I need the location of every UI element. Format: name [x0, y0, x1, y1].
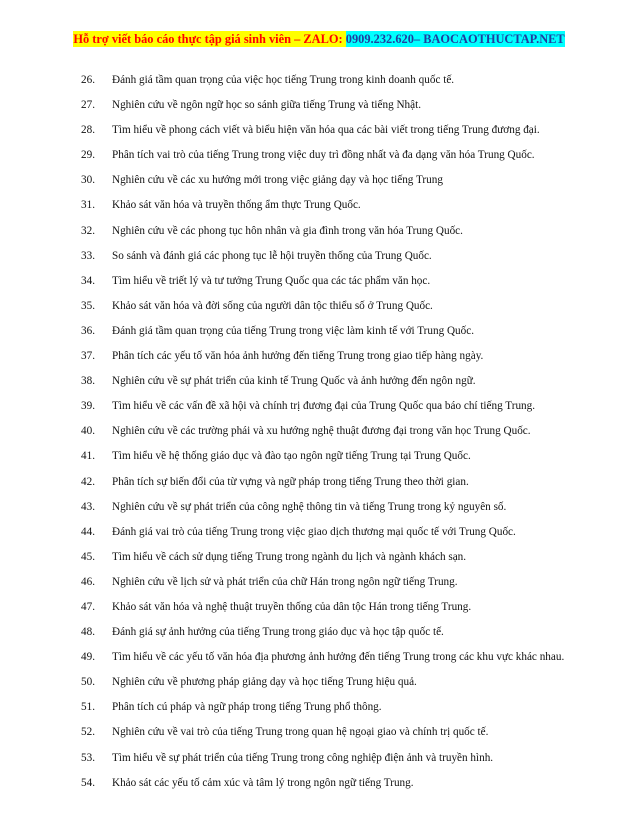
- item-number: 30.: [81, 174, 95, 187]
- item-text: So sánh và đánh giá các phong tục lễ hội truyền thống của Trung Quốc.: [112, 249, 432, 262]
- item-number: 33.: [81, 249, 95, 262]
- item-number: 31.: [81, 199, 95, 212]
- list-item: [81, 751, 611, 766]
- item-text: Tìm hiểu về triết lý và tư tưởng Trung Quốc qua các tác phẩm văn học.: [112, 274, 431, 287]
- item-text: Nghiên cứu về ngôn ngữ học so sánh giữa tiếng Trung và tiếng Nhật.: [112, 99, 422, 112]
- item-text: Tìm hiểu về sự phát triển của tiếng Trung trong công nghiệp điện ảnh và truyền hình.: [112, 751, 494, 764]
- list-item: [81, 550, 611, 565]
- item-number: 34.: [81, 274, 95, 287]
- item-text: Đánh giá vai trò của tiếng Trung trong việc giao dịch thương mại quốc tế với Trung Quốc.: [112, 525, 516, 538]
- list-item: [81, 625, 611, 640]
- list-item: [81, 600, 611, 615]
- item-number: 42.: [81, 475, 95, 488]
- item-number: 47.: [81, 600, 95, 613]
- list-item: [81, 725, 611, 740]
- item-number: 36.: [81, 324, 95, 337]
- page-header: [0, 31, 638, 47]
- list-item: [81, 700, 611, 715]
- item-number: 41.: [81, 450, 95, 463]
- list-item: [81, 299, 611, 314]
- list-item: [81, 349, 611, 364]
- item-text: Nghiên cứu về các phong tục hôn nhân và gia đình trong văn hóa Trung Quốc.: [112, 224, 463, 237]
- item-number: 46.: [81, 575, 95, 588]
- list-item: [81, 424, 611, 439]
- item-number: 50.: [81, 676, 95, 689]
- item-text: Khảo sát văn hóa và đời sống của người dân tộc thiểu số ở Trung Quốc.: [112, 299, 433, 312]
- item-text: Khảo sát văn hóa và nghệ thuật truyền thống của dân tộc Hán trong tiếng Trung.: [112, 600, 472, 613]
- item-text: Tìm hiểu về hệ thống giáo dục và đào tạo ngôn ngữ tiếng Trung tại Trung Quốc.: [112, 450, 471, 463]
- list-item: [81, 173, 611, 188]
- item-text: Phân tích vai trò của tiếng Trung trong việc duy trì đồng nhất và đa dạng văn hóa Trung Quốc.: [112, 149, 535, 162]
- item-text: Nghiên cứu về lịch sử và phát triển của chữ Hán trong ngôn ngữ tiếng Trung.: [112, 575, 458, 588]
- item-text: Tìm hiểu về các vấn đề xã hội và chính trị đương đại của Trung Quốc qua báo chí tiếng Trung.: [112, 400, 536, 413]
- item-number: 29.: [81, 149, 95, 162]
- list-item: [81, 324, 611, 339]
- list-item: [81, 650, 611, 665]
- item-number: 37.: [81, 350, 95, 363]
- item-number: 28.: [81, 124, 95, 137]
- topic-list: [81, 73, 611, 801]
- item-number: 53.: [81, 751, 95, 764]
- item-number: 35.: [81, 299, 95, 312]
- item-number: 52.: [81, 726, 95, 739]
- list-item: [81, 198, 611, 213]
- list-item: [81, 249, 611, 264]
- item-text: Đánh giá tầm quan trọng của việc học tiếng Trung trong kinh doanh quốc tế.: [112, 74, 455, 86]
- list-item: [81, 224, 611, 239]
- header-phone: 0909.232.620: [345, 32, 414, 46]
- item-text: Nghiên cứu về các trường phái và xu hướng nghệ thuật đương đại trong văn học Trung Quốc.: [112, 425, 531, 438]
- item-text: Nghiên cứu về vai trò của tiếng Trung trong quan hệ ngoại giao và chính trị quốc tế.: [112, 726, 489, 739]
- item-number: 54.: [81, 776, 95, 789]
- item-text: Đánh giá sự ảnh hưởng của tiếng Trung trong giáo dục và học tập quốc tế.: [112, 626, 444, 639]
- list-item: [81, 399, 611, 414]
- item-number: 48.: [81, 626, 95, 639]
- list-item: [81, 575, 611, 590]
- item-text: Phân tích cú pháp và ngữ pháp trong tiếng Trung phổ thông.: [112, 701, 382, 714]
- item-number: 49.: [81, 651, 95, 664]
- list-item: [81, 123, 611, 138]
- item-text: Tìm hiểu về phong cách viết và biểu hiện văn hóa qua các bài viết trong tiếng Trung đương đại.: [112, 124, 540, 137]
- list-item: [81, 374, 611, 389]
- header-text: Hỗ trợ viết báo cáo thực tập giá sinh viên – ZALO:: [73, 32, 346, 46]
- item-number: 51.: [81, 701, 95, 714]
- item-number: 38.: [81, 375, 95, 388]
- item-number: 45.: [81, 550, 95, 563]
- item-text: Tìm hiểu về cách sử dụng tiếng Trung trong ngành du lịch và ngành khách sạn.: [112, 550, 467, 563]
- item-text: Nghiên cứu về các xu hướng mới trong việc giảng dạy và học tiếng Trung: [112, 174, 443, 187]
- list-item: [81, 500, 611, 515]
- item-number: 27.: [81, 99, 95, 112]
- header-website: – BAOCAOTHUCTAP.NET: [413, 32, 565, 46]
- item-text: Nghiên cứu về sự phát triển của kinh tế Trung Quốc và ảnh hưởng đến ngôn ngữ.: [112, 375, 476, 388]
- item-text: Phân tích sự biến đổi của từ vựng và ngữ pháp trong tiếng Trung theo thời gian.: [112, 475, 469, 488]
- item-text: Nghiên cứu về sự phát triển của công nghệ thông tin và tiếng Trung trong kỷ nguyên số.: [112, 500, 507, 513]
- item-number: 43.: [81, 500, 95, 513]
- item-number: 40.: [81, 425, 95, 438]
- item-text: Khảo sát các yếu tố cảm xúc và tâm lý trong ngôn ngữ tiếng Trung.: [112, 776, 414, 789]
- item-number: 26.: [81, 74, 95, 86]
- item-number: 32.: [81, 224, 95, 237]
- list-item: [81, 98, 611, 113]
- item-text: Tìm hiểu về các yếu tố văn hóa địa phương ảnh hưởng đến tiếng Trung trong các khu vực khác nhau.: [112, 651, 565, 664]
- list-item: [81, 776, 611, 791]
- list-item: [81, 274, 611, 289]
- item-text: Khảo sát văn hóa và truyền thống ẩm thực Trung Quốc.: [112, 199, 361, 212]
- item-text: Phân tích các yếu tố văn hóa ảnh hưởng đến tiếng Trung trong giao tiếp hàng ngày.: [112, 350, 484, 363]
- list-item: [81, 449, 611, 464]
- list-item: [81, 475, 611, 490]
- list-item: [81, 525, 611, 540]
- item-text: Đánh giá tầm quan trọng của tiếng Trung trong việc làm kinh tế với Trung Quốc.: [112, 324, 475, 337]
- list-item: [81, 675, 611, 690]
- item-number: 39.: [81, 400, 95, 413]
- item-number: 44.: [81, 525, 95, 538]
- item-text: Nghiên cứu về phương pháp giảng dạy và học tiếng Trung hiệu quả.: [112, 676, 417, 689]
- list-item: [81, 73, 611, 88]
- list-item: [81, 148, 611, 163]
